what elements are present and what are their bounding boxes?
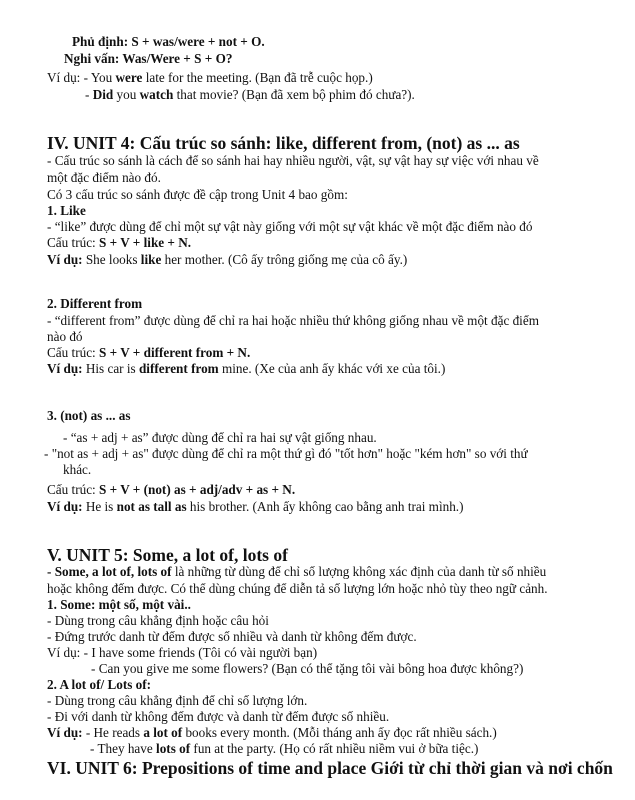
subheading: 2. A lot of/ Lots of: [47, 677, 152, 692]
example-line: Ví dụ: He is not as tall as his brother. (Anh ấy không cao bằng anh trai mình.) [47, 499, 464, 514]
negative-formula: Phủ định: S + was/were + not + O. [72, 34, 265, 49]
example-line: - Can you give me some flowers? (Bạn có thể tặng tôi vài bông hoa được không?) [91, 661, 524, 676]
structure-line: Cấu trúc: S + V + (not) as + adj/adv + as + N. [47, 482, 296, 497]
paragraph-line: nào đó [47, 329, 83, 344]
paragraph-line: - “different from” được dùng để chỉ ra hai hoặc nhiều thứ không giống nhau về một đặc điểm [47, 313, 539, 328]
subheading: 2. Different from [47, 296, 143, 311]
section-heading: VI. UNIT 6: Prepositions of time and place Giới từ chỉ thời gian và nơi chốn [47, 758, 613, 778]
example-line: Ví dụ: She looks like her mother. (Cô ấy trông giống mẹ của cô ấy.) [47, 252, 408, 267]
paragraph-line: - Đi với danh từ không đếm được và danh từ đếm được số nhiều. [47, 709, 390, 724]
bullet-line: - "not as + adj + as" được dùng để chỉ ra một thứ gì đó "tốt hơn" hoặc "kém hơn" so với thứ [44, 446, 528, 461]
paragraph-line: - “like” được dùng để chỉ một sự vật này giống với một sự vật khác về một đặc điểm nào đó [47, 219, 533, 234]
paragraph-line: hoặc không đếm được. Có thể dùng chúng để diễn tả số lượng lớn hoặc nhỏ tùy theo ngữ cảnh. [47, 581, 548, 596]
paragraph-line: - Dùng trong câu khẳng định để chỉ số lượng lớn. [47, 693, 308, 708]
question-formula: Nghi vấn: Was/Were + S + O? [64, 51, 233, 66]
paragraph-line: - Some, a lot of, lots of là những từ dùng để chỉ số lượng không xác định của danh từ số nhiều [47, 564, 547, 579]
example-line: Ví dụ: His car is different from mine. (Xe của anh ấy khác với xe của tôi.) [47, 361, 446, 376]
bullet-line: - “as + adj + as” được dùng để chỉ ra hai sự vật giống nhau. [63, 430, 377, 445]
structure-line: Cấu trúc: S + V + like + N. [47, 235, 192, 250]
section-heading: V. UNIT 5: Some, a lot of, lots of [47, 545, 288, 565]
example-line: - They have lots of fun at the party. (Họ có rất nhiều niềm vui ở bữa tiệc.) [90, 741, 479, 756]
example-line: Ví dụ: - He reads a lot of books every month. (Mỗi tháng anh ấy đọc rất nhiều sách.) [47, 725, 497, 740]
subheading: 3. (not) as ... as [47, 408, 131, 423]
structure-line: Cấu trúc: S + V + different from + N. [47, 345, 251, 360]
paragraph-line: - Đứng trước danh từ đếm được số nhiều và danh từ không đếm được. [47, 629, 417, 644]
paragraph-line: Có 3 cấu trúc so sánh được đề cập trong Unit 4 bao gồm: [47, 187, 348, 202]
paragraph-line: một đặc điểm nào đó. [47, 170, 161, 185]
section-heading: IV. UNIT 4: Cấu trúc so sánh: like, different from, (not) as ... as [47, 133, 520, 153]
paragraph-line: - Cấu trúc so sánh là cách để so sánh hai hay nhiều người, vật, sự vật hay sự việc với nhau về [47, 153, 539, 168]
example-line: - Did you watch that movie? (Bạn đã xem bộ phim đó chưa?). [85, 87, 415, 102]
subheading: 1. Like [47, 203, 86, 218]
subheading: 1. Some: một số, một vài.. [47, 597, 191, 612]
example-line: Ví dụ: - You were late for the meeting. (Bạn đã trễ cuộc họp.) [47, 70, 373, 85]
paragraph-line: - Dùng trong câu khẳng định hoặc câu hỏi [47, 613, 269, 628]
example-line: Ví dụ: - I have some friends (Tôi có vài người bạn) [47, 645, 318, 660]
bullet-line: khác. [63, 462, 92, 477]
